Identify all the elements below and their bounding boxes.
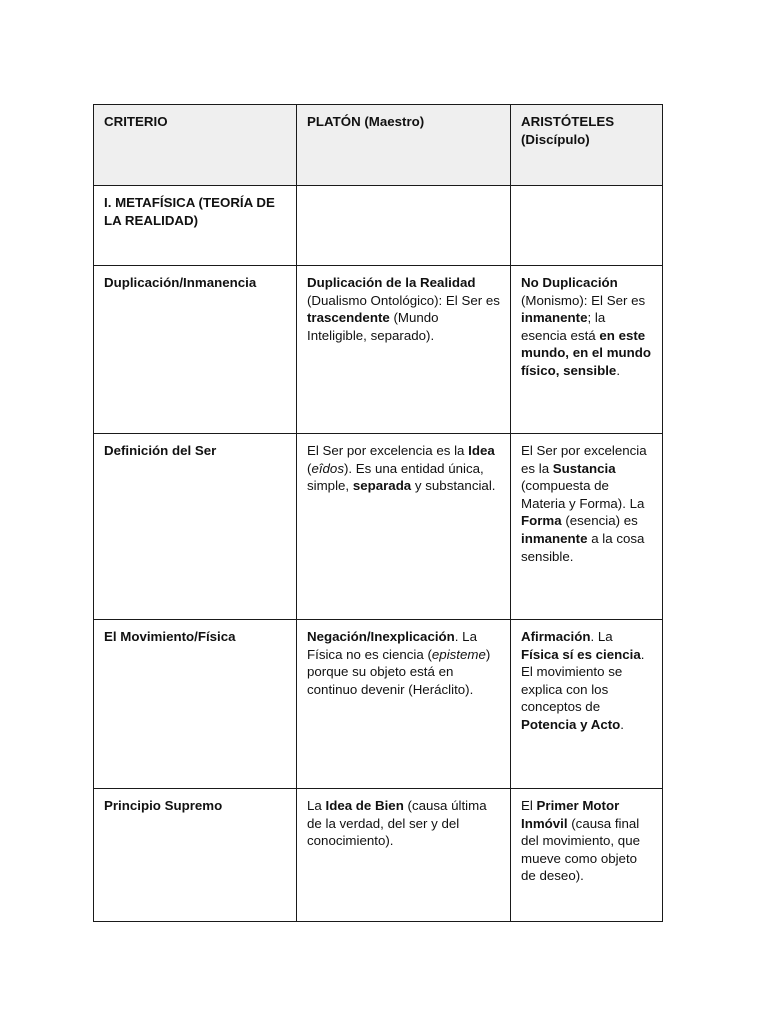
cell-text-run: a la cosa sensible.: [521, 530, 645, 564]
cell-text-run: (: [307, 460, 312, 476]
comparison-table: [93, 104, 663, 922]
cell-text-run: en este mundo, en el mundo físico, sensible: [521, 327, 652, 378]
cell-text-run: Forma: [521, 513, 562, 529]
aristoteles-cell: [511, 434, 663, 620]
cell-text-run: Idea: [468, 443, 495, 458]
platon-cell: [297, 620, 511, 789]
cell-text-run: Idea de Bien: [325, 798, 404, 813]
cell-text-run: El Ser por excelencia es la: [307, 443, 469, 458]
platon-cell: [297, 434, 511, 620]
criterion-cell: El Movimiento/Física: [94, 620, 297, 789]
cell-text-run: Sustancia: [552, 460, 616, 476]
cell-text-run: .: [620, 716, 624, 732]
table-row: [94, 789, 663, 922]
platon-cell: [297, 266, 511, 434]
aristoteles-cell: [511, 789, 663, 922]
cell-text-run: . La: [590, 629, 613, 644]
section-row: [94, 186, 663, 266]
cell-text-run: .: [616, 362, 621, 378]
criterion-cell: Duplicación/Inmanencia: [94, 266, 297, 434]
platon-cell: [297, 789, 511, 922]
cell-text-run: (compuesta de Materia y Forma). La: [521, 478, 645, 511]
table-row: [94, 434, 663, 620]
header-platon: PLATÓN (Maestro): [297, 105, 511, 186]
cell-text-run: inmanente: [521, 530, 588, 546]
cell-text-run: Afirmación: [521, 629, 591, 644]
header-aristoteles: ARISTÓTELES (Discípulo): [511, 105, 663, 186]
table-row: [94, 266, 663, 434]
section-title: I. METAFÍSICA (TEORÍA DE LA REALIDAD): [94, 186, 297, 266]
aristoteles-cell: [511, 620, 663, 789]
section-platon-cell: [297, 186, 511, 266]
cell-text-run: Negación/Inexplicación: [307, 629, 455, 644]
cell-text-run: Potencia y Acto: [521, 716, 621, 732]
cell-text-run: Duplicación de la Realidad: [307, 275, 476, 290]
cell-text-run: inmanente: [521, 310, 588, 326]
cell-text-run: (Dualismo Ontológico): El Ser es: [307, 292, 500, 308]
cell-text-run: Física sí es ciencia: [521, 646, 641, 662]
cell-text-run: (causa última de la verdad, del ser y del conocimiento).: [307, 798, 487, 849]
cell-text-run: . El movimiento se explica con los conceptos de: [521, 646, 645, 715]
table-header-row: [94, 105, 663, 186]
cell-text-run: Primer Motor Inmóvil: [521, 798, 620, 831]
cell-text-run: ). Es una entidad única, simple,: [307, 460, 484, 494]
cell-text-run: La: [307, 798, 326, 813]
cell-text-run: (esencia) es: [561, 513, 638, 529]
cell-text-run: episteme: [431, 646, 486, 662]
cell-text-run: y substancial.: [411, 478, 496, 494]
cell-text-run: (causa final del movimiento, que mueve como objeto de deseo).: [521, 815, 640, 884]
criterion-cell: Definición del Ser: [94, 434, 297, 620]
cell-text-run: eîdos: [311, 460, 344, 476]
cell-text-run: ) porque su objeto está en continuo devenir (Heráclito).: [307, 646, 491, 697]
cell-text-run: ; la esencia está: [521, 310, 606, 343]
section-aristoteles-cell: [511, 186, 663, 266]
criterion-cell: Principio Supremo: [94, 789, 297, 922]
table-row: [94, 620, 663, 789]
aristoteles-cell: [511, 266, 663, 434]
cell-text-run: El Ser por excelencia es la: [521, 443, 647, 476]
cell-text-run: (Monismo): El Ser es: [521, 292, 646, 308]
cell-text-run: (Mundo Inteligible, separado).: [307, 310, 439, 343]
header-criterio: CRITERIO: [94, 105, 297, 186]
cell-text-run: trascendente: [307, 310, 390, 326]
cell-text-run: separada: [352, 478, 412, 494]
cell-text-run: No Duplicación: [521, 275, 618, 290]
cell-text-run: El: [521, 798, 537, 813]
cell-text-run: . La Física no es ciencia (: [307, 629, 477, 662]
